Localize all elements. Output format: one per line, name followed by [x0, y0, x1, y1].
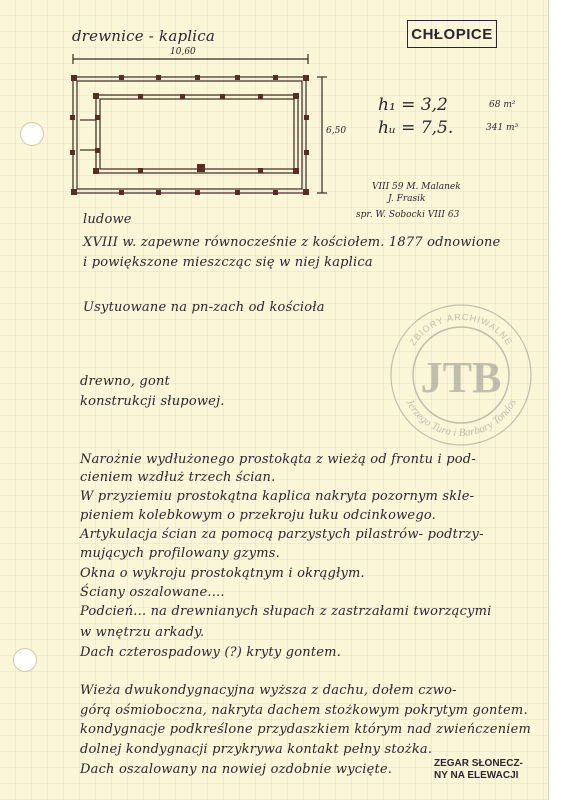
sundial-note-line-1: ZEGAR SŁONECZ- [434, 758, 523, 769]
text-line: Narożnie wydłużonego prostokąta z wieżą od frontu i pod- [80, 452, 476, 467]
text-line: w wnętrzu arkady. [80, 625, 205, 640]
document-title: CHŁOPICE [407, 20, 497, 48]
sundial-note-line-2: NY NA ELEWACJI [434, 770, 519, 781]
subtitle: drewnice - kaplica [72, 27, 216, 45]
signature-line-1: VIII 59 M. Malanek [372, 182, 461, 192]
text-line: cieniem wzdłuż trzech ścian. [80, 470, 276, 485]
text-line: i powiększone mieszcząc się w niej kaplica [83, 255, 373, 270]
text-line: kondygnacje podkreślone przydaszkiem którym nad zwieńczeniem [80, 722, 532, 737]
text-line: Ściany oszalowane.... [80, 585, 225, 600]
floor-plan-sketch [60, 50, 340, 210]
signature-line-3: spr. W. Sobocki VIII 63 [356, 210, 460, 220]
text-line: Okna o wykroju prostokątnym i okrągłym. [80, 566, 365, 581]
text-line: XVIII w. zapewne równocześnie z kościołem. 1877 odnowione [83, 235, 501, 250]
punch-hole-bottom [13, 648, 37, 672]
volume-value: 341 m³ [486, 123, 519, 133]
text-line: ludowe [83, 212, 132, 227]
area-value: 68 m² [489, 100, 516, 110]
text-line: Dach oszalowany na nowiej ozdobnie wycięte. [80, 762, 393, 777]
text-line: Podcień... na drewnianych słupach z zastrzałami tworzącymi [80, 604, 492, 619]
text-line: pieniem kolebkowym o przekroju łuku odcinkowego. [80, 508, 436, 523]
svg-text:ZBIORY ARCHIWALNE [407, 312, 514, 347]
plan-height-label: 6,50 [326, 126, 347, 136]
text-line: dolnej kondygnacji przykrywa kontakt pełny stożka. [80, 742, 433, 757]
stamp-ring-bottom: Jerzego Tura i Barbary Tondos [403, 397, 519, 440]
text-line: Usytuowane na pn-zach od kościoła [83, 300, 325, 315]
text-line: górą ośmioboczna, nakryta dachem stożkowym pokrytym gontem. [80, 703, 528, 718]
text-line: mujących profilowany gzyms. [80, 546, 280, 561]
signature-line-2: J. Frasik [388, 194, 426, 204]
text-line: Dach czterospadowy (?) kryty gontem. [80, 645, 342, 660]
plan-width-label: 10,60 [170, 47, 196, 57]
stamp-letters: JTB [420, 353, 502, 402]
text-line: drewno, gont [80, 374, 170, 389]
text-line: Artykulacja ścian za pomocą parzystych pilastrów- podtrzy- [80, 527, 484, 542]
text-line: W przyziemiu prostokątna kaplica nakryta pozornym skle- [80, 489, 475, 504]
text-line: konstrukcji słupowej. [80, 394, 225, 409]
sundial-note [434, 758, 523, 782]
stamp-ring-top: ZBIORY ARCHIWALNE [407, 311, 515, 348]
text-line: Wieża dwukondygnacyjna wyższa z dachu, dołem czwo- [80, 683, 457, 698]
height-h1: h₁ = 3,2 [378, 95, 448, 115]
punch-hole-top [20, 122, 44, 146]
height-hu: hᵤ = 7,5. [378, 118, 454, 138]
archive-stamp [386, 300, 536, 450]
